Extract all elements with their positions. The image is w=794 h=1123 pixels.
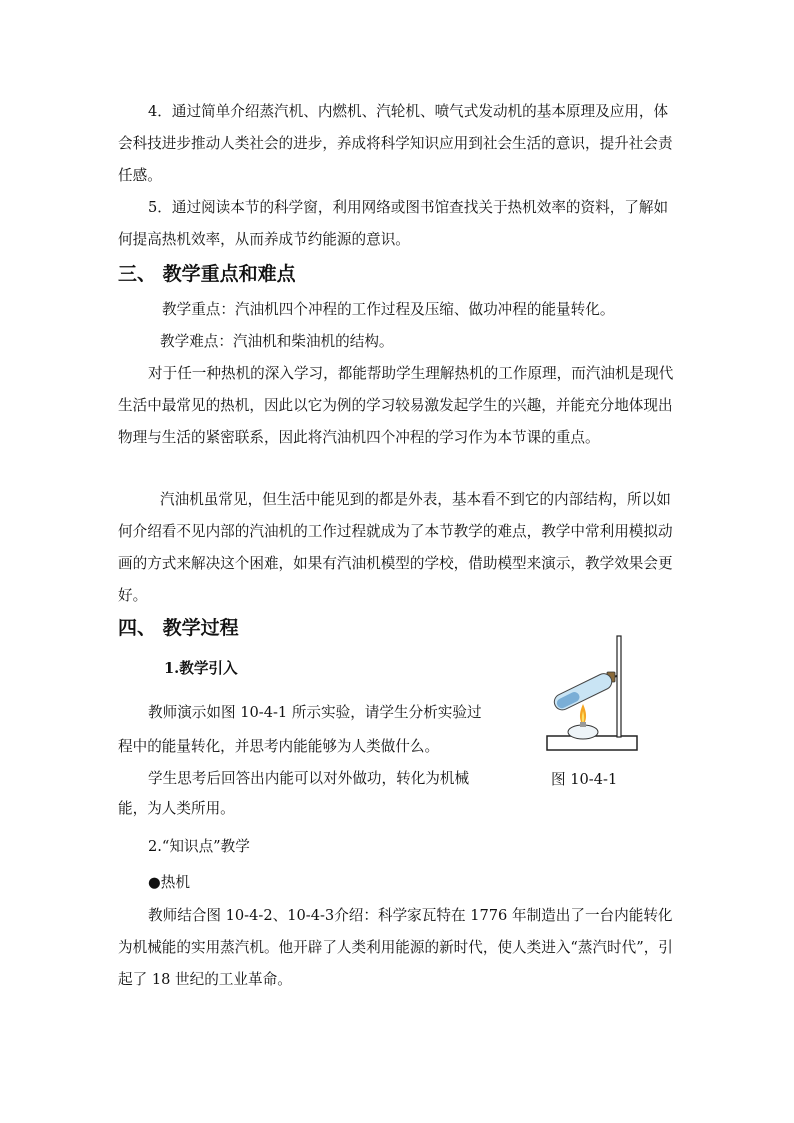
heat-engine-paragraph: 教师结合图 10-4-2、10-4-3介绍：科学家瓦特在 1776 年制造出了一台内能转化为机械能的实用蒸汽机。他开辟了人类利用能源的新时代，使人类进入“蒸汽时代”，引起了 18 世纪的工业革命。 <box>118 907 673 988</box>
difficult-point: 教学难点：汽油机和柴油机的结构。 <box>160 333 394 350</box>
objective-item-4: 4．通过简单介绍蒸汽机、内燃机、汽轮机、喷气式发动机的基本原理及应用，体会科技进步推动人类社会的进步，养成将科学知识应用到社会生活的意识，提升社会责任感。 <box>118 103 673 184</box>
intro-line-2: 程中的能量转化，并思考内能能够为人类做什么。 <box>118 738 440 755</box>
intro-line-1: 教师演示如图 10-4-1 所示实验，请学生分析实验过 <box>148 704 482 721</box>
alcohol-lamp <box>568 725 598 739</box>
knowledge-title: 2.“知识点”教学 <box>148 838 250 855</box>
section-3-heading: 三、 教学重点和难点 <box>118 263 296 285</box>
answer-line-2: 能，为人类所用。 <box>118 800 235 817</box>
stand-rod <box>617 636 621 737</box>
answer-line-1: 学生思考后回答出内能可以对外做功，转化为机械 <box>148 770 470 787</box>
section-3-paragraph-1: 对于任一种热机的深入学习，都能帮助学生理解热机的工作原理，而汽油机是现代生活中最常见的热机，因此以它为例的学习较易激发起学生的兴趣，并能充分地体现出物理与生活的紧密联系，因此将汽油机四个冲程的学习作为本节课的重点。 <box>118 365 674 446</box>
key-point: 教学重点：汽油机四个冲程的工作过程及压缩、做功冲程的能量转化。 <box>162 301 615 318</box>
section-4-heading: 四、 教学过程 <box>118 617 239 639</box>
figure-caption: 图 10-4-1 <box>551 771 618 788</box>
objective-item-5: 5．通过阅读本节的科学窗，利用网络或图书馆查找关于热机效率的资料，了解如何提高热机效率，从而养成节约能源的意识。 <box>118 199 669 248</box>
bullet-heat-engine: ●热机 <box>148 874 190 891</box>
section-3-paragraph-2: 汽油机虽常见，但生活中能见到的都是外表，基本看不到它的内部结构，所以如何介绍看不见内部的汽油机的工作过程就成为了本节教学的难点，教学中常利用模拟动画的方式来解决这个困难，如果有汽油机模型的学校，借助模型来演示，教学效果会更好。 <box>118 491 673 604</box>
lamp-wick <box>580 722 586 727</box>
experiment-figure <box>545 632 645 758</box>
intro-title: 1.教学引入 <box>164 660 238 677</box>
